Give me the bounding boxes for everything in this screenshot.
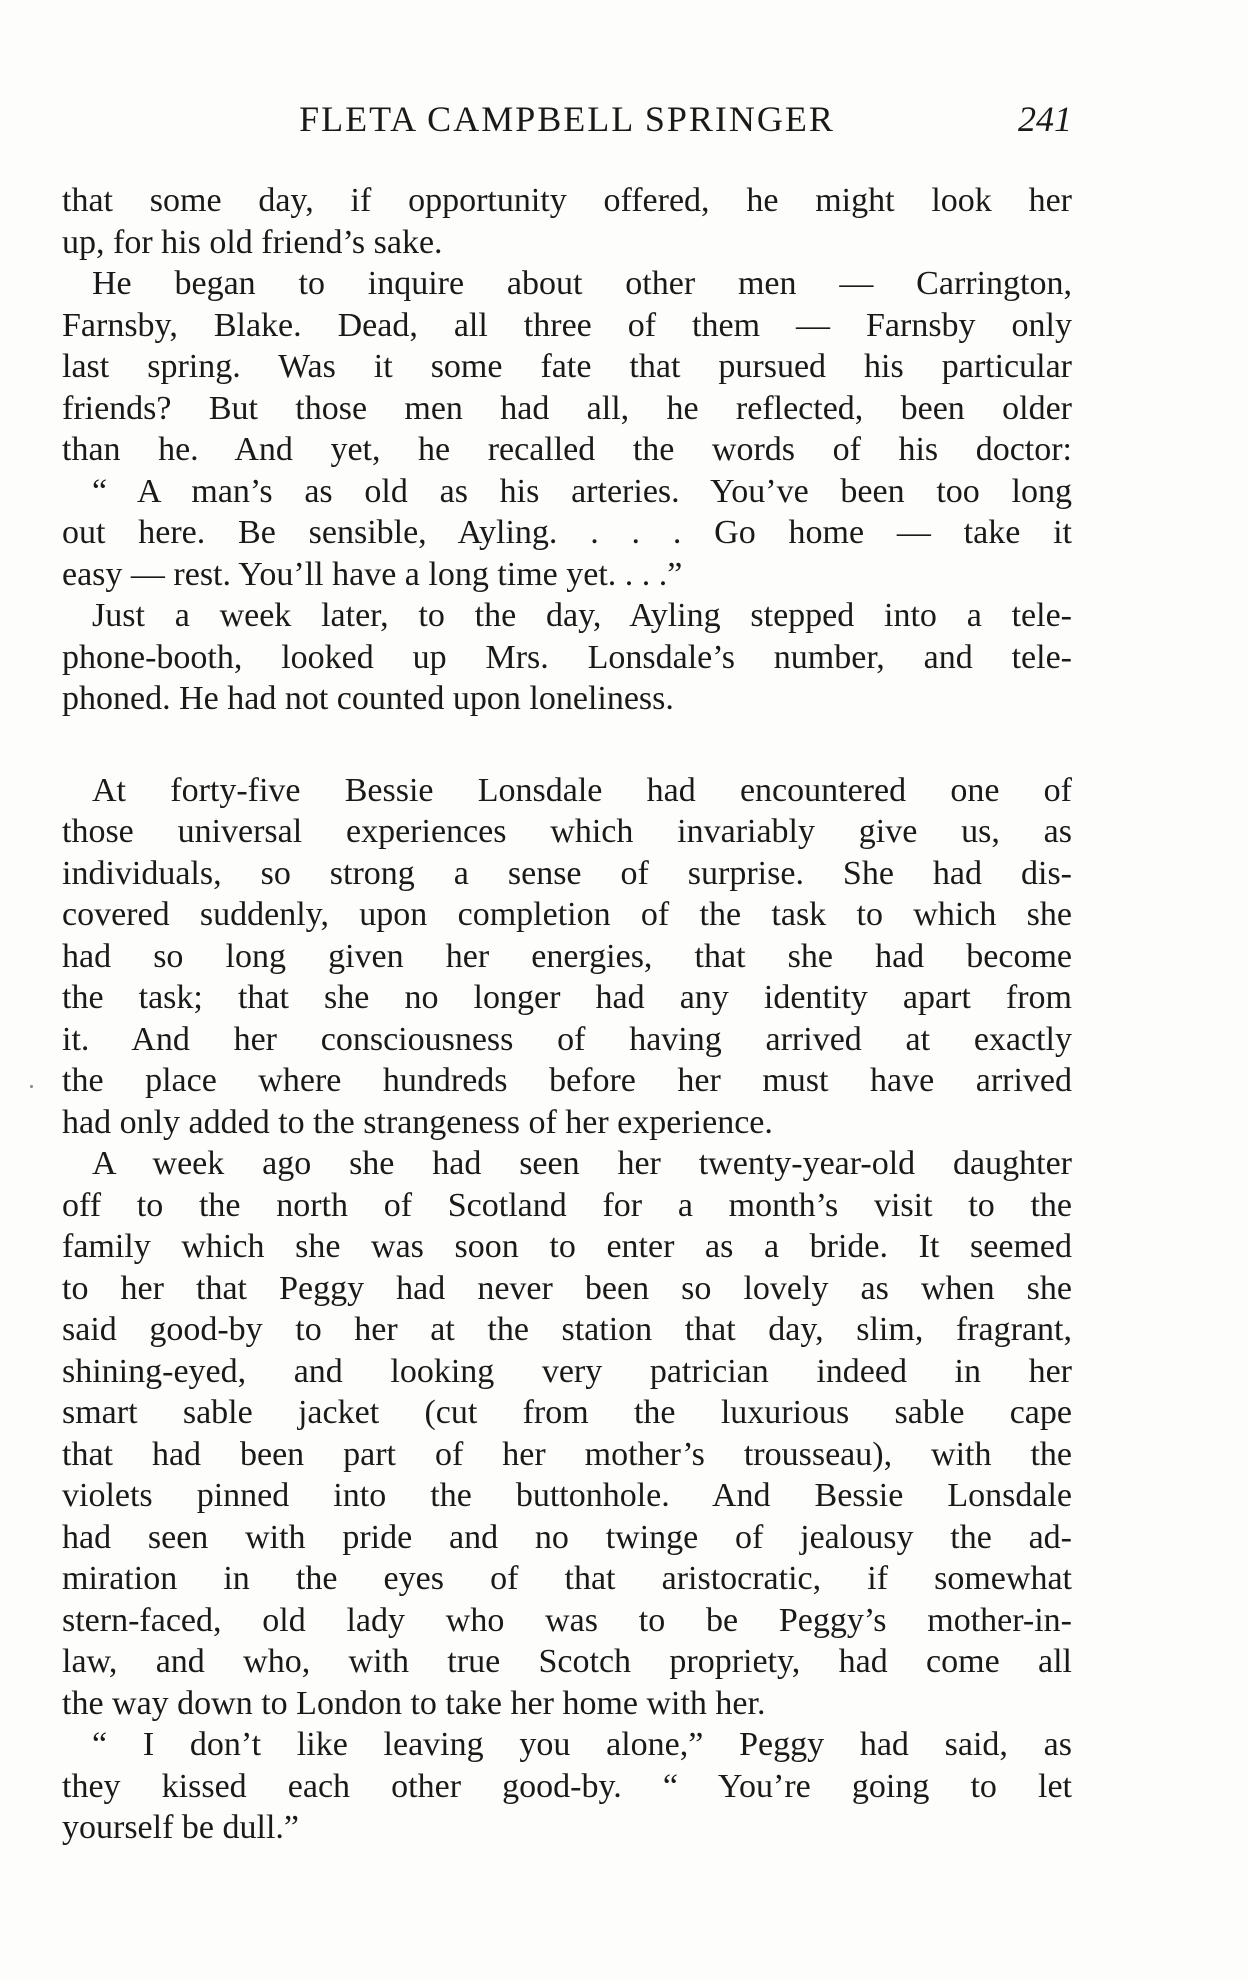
body-text [62, 180, 1072, 1849]
text-line: the way down to London to take her home with her. [62, 1684, 766, 1722]
text-line: they kissed each other good-by. “ You’re going to let [62, 1767, 1072, 1805]
text-line: said good-by to her at the station that day, slim, fragrant, [62, 1311, 1072, 1348]
text-line: family which she was soon to enter as a bride. It seemed [62, 1228, 1072, 1265]
text-line: it. And her consciousness of having arrived at exactly [62, 1020, 1072, 1058]
text-line: A week ago she had seen her twenty-year-old daughter [92, 1145, 1072, 1182]
text-line: covered suddenly, upon completion of the task to which she [62, 896, 1072, 933]
text-line: “ I don’t like leaving you alone,” Peggy had said, as [92, 1726, 1072, 1763]
text-line: out here. Be sensible, Ayling. . . . Go home — take it [62, 514, 1072, 551]
text-line: up, for his old friend’s sake. [62, 223, 443, 261]
page-number: 241 [1018, 99, 1072, 139]
text-line: had so long given her energies, that she had become [62, 937, 1072, 975]
running-title: FLETA CAMPBELL SPRINGER [299, 99, 835, 139]
text-line: smart sable jacket (cut from the luxurious sable cape [62, 1394, 1072, 1431]
margin-speck [30, 1085, 33, 1088]
text-line: shining-eyed, and looking very patrician indeed in her [62, 1352, 1072, 1390]
text-line: last spring. Was it some fate that pursued his particular [62, 348, 1072, 385]
text-line: those universal experiences which invariably give us, as [62, 813, 1072, 850]
text-line: stern-faced, old lady who was to be Peggy’s mother-in- [62, 1601, 1072, 1639]
text-line: off to the north of Scotland for a month’s visit to the [62, 1186, 1072, 1224]
text-line: had seen with pride and no twinge of jealousy the ad- [62, 1518, 1072, 1556]
text-line: friends? But those men had all, he reflected, been older [62, 389, 1072, 427]
text-line: that had been part of her mother’s trousseau), with the [62, 1435, 1072, 1473]
text-line: At forty-five Bessie Lonsdale had encountered one of [92, 771, 1072, 809]
section-break [62, 720, 1072, 770]
text-line: phoned. He had not counted upon loneliness. [62, 680, 674, 717]
text-line: yourself be dull.” [62, 1809, 299, 1846]
running-head [62, 98, 1072, 148]
text-line: the place where hundreds before her must have arrived [62, 1062, 1072, 1099]
text-line: “ A man’s as old as his arteries. You’ve been too long [92, 472, 1072, 510]
text-line: violets pinned into the buttonhole. And Bessie Lonsdale [62, 1477, 1072, 1514]
text-line: easy — rest. You’ll have a long time yet. . . .” [62, 555, 683, 593]
text-line: Farnsby, Blake. Dead, all three of them — Farnsby only [62, 306, 1072, 344]
text-line: He began to inquire about other men — Carrington, [92, 265, 1072, 302]
text-line: miration in the eyes of that aristocratic, if somewhat [62, 1560, 1072, 1597]
text-line: had only added to the strangeness of her experience. [62, 1103, 773, 1141]
text-line: that some day, if opportunity offered, he might look her [62, 182, 1072, 219]
text-line: to her that Peggy had never been so lovely as when she [62, 1269, 1072, 1307]
text-line: the task; that she no longer had any identity apart from [62, 979, 1072, 1016]
text-line: phone-booth, looked up Mrs. Lonsdale’s number, and tele- [62, 638, 1072, 676]
text-line: individuals, so strong a sense of surprise. She had dis- [62, 854, 1072, 892]
text-line: Just a week later, to the day, Ayling stepped into a tele- [92, 597, 1072, 634]
text-line: than he. And yet, he recalled the words of his doctor: [62, 431, 1072, 468]
text-line: law, and who, with true Scotch propriety, had come all [62, 1643, 1072, 1680]
